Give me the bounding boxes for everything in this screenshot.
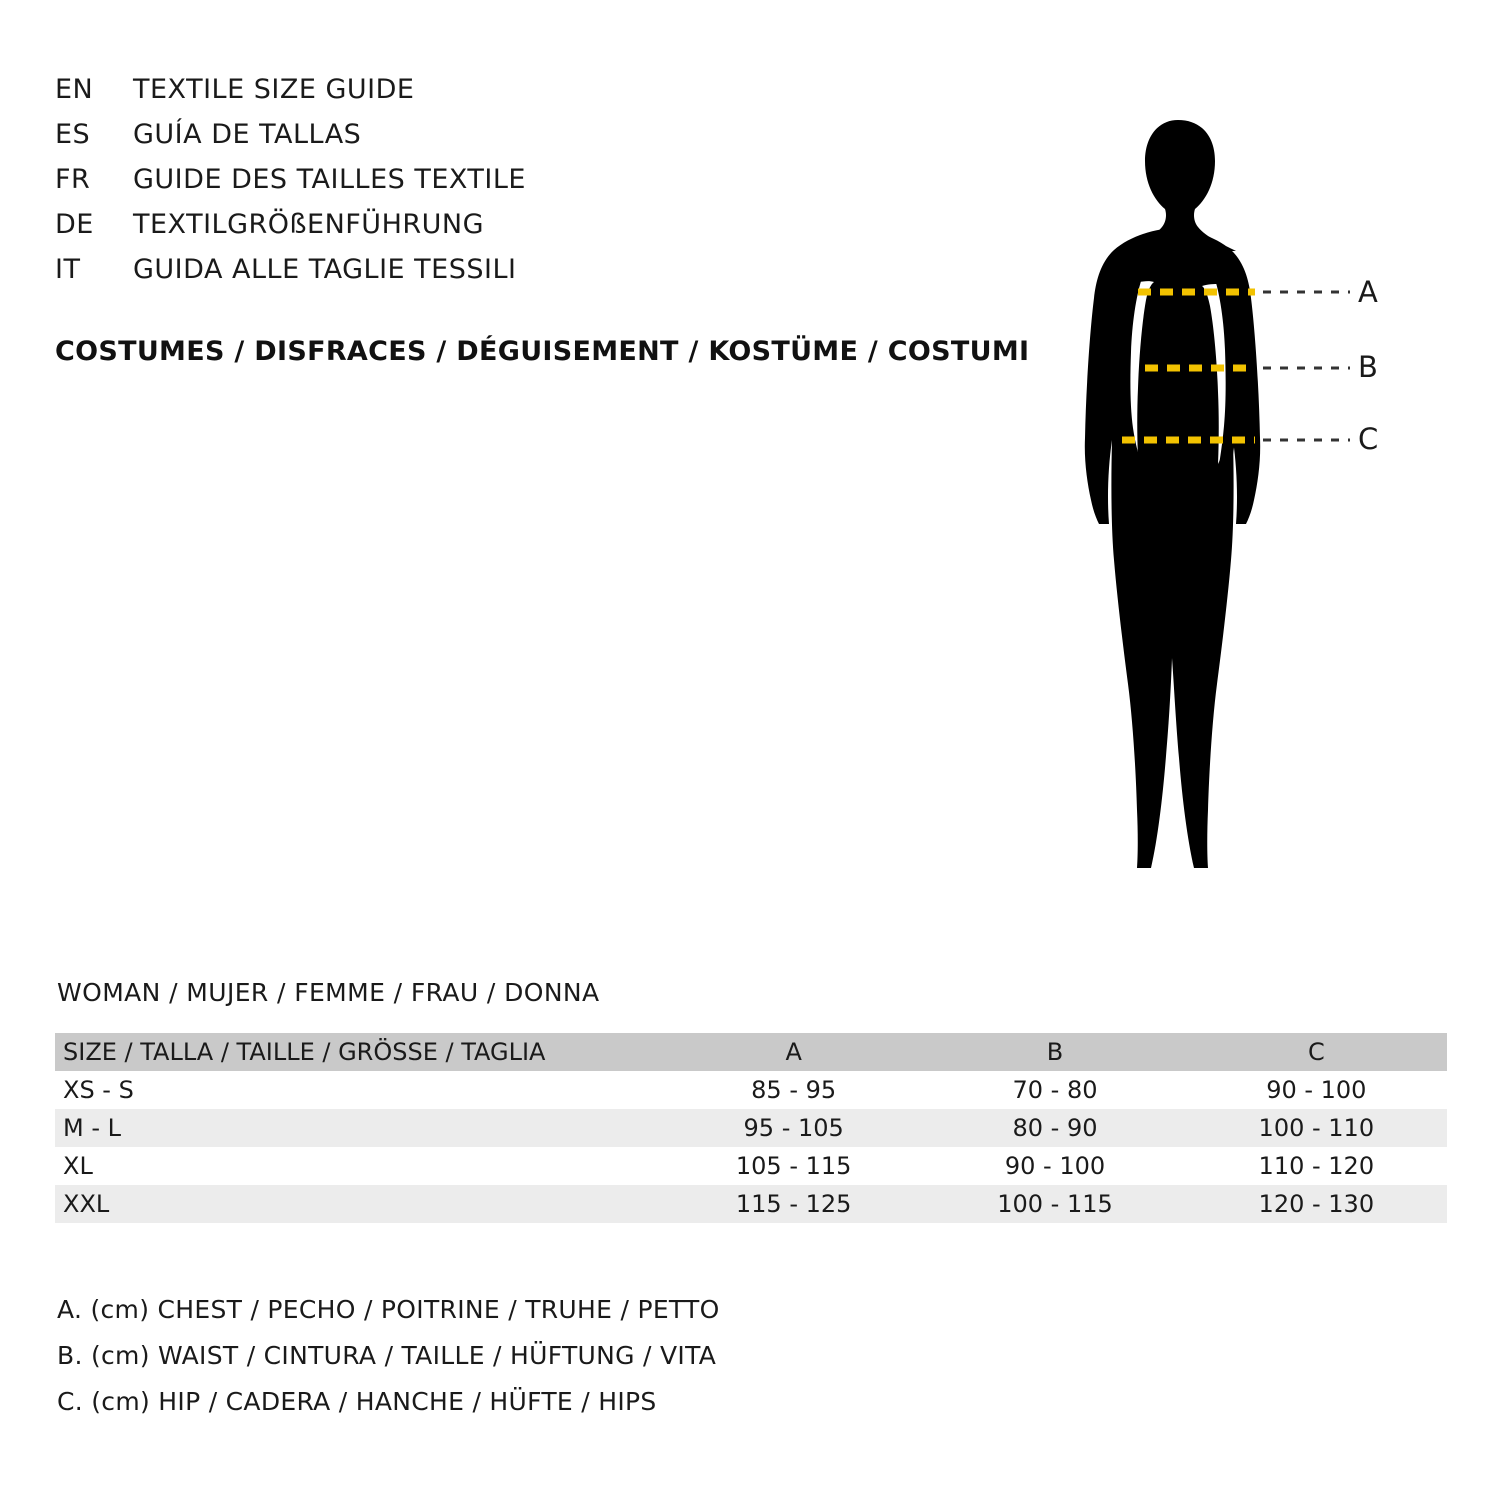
cell-a: 115 - 125	[735, 1190, 852, 1218]
cell-c: 90 - 100	[1266, 1076, 1367, 1104]
cell-size: M - L	[63, 1114, 121, 1142]
cell-c: 100 - 110	[1258, 1114, 1375, 1142]
column-header-c: C	[1307, 1038, 1325, 1066]
table-title: WOMAN / MUJER / FEMME / FRAU / DONNA	[57, 978, 600, 1007]
cell-b: 90 - 100	[1004, 1152, 1106, 1180]
language-text-it: GUIDA ALLE TAGLIE TESSILI	[133, 254, 517, 285]
column-header-a: A	[785, 1038, 802, 1066]
cell-b: 70 - 80	[1012, 1076, 1098, 1104]
cell-a: 105 - 115	[735, 1152, 852, 1180]
language-code-fr: FR	[55, 164, 91, 195]
language-code-it: IT	[55, 254, 81, 285]
language-text-fr: GUIDE DES TAILLES TEXTILE	[133, 164, 526, 195]
cell-b: 100 - 115	[997, 1190, 1113, 1218]
cell-a: 85 - 95	[751, 1076, 837, 1104]
table-row	[55, 1071, 1447, 1109]
cell-c: 110 - 120	[1258, 1152, 1375, 1180]
measure-label-b: B	[1358, 350, 1378, 384]
language-row-it	[55, 254, 526, 299]
table-row	[55, 1109, 1447, 1147]
language-code-es: ES	[55, 119, 91, 150]
table-row	[55, 1185, 1447, 1223]
legend-line-b: B. (cm) WAIST / CINTURA / TAILLE / HÜFTUNG / VITA	[57, 1341, 717, 1370]
language-text-es: GUÍA DE TALLAS	[133, 119, 362, 150]
cell-a: 95 - 105	[743, 1114, 844, 1142]
language-code-en: EN	[55, 74, 94, 105]
measurement-lines	[1050, 60, 1450, 940]
measure-label-c: C	[1358, 422, 1379, 456]
legend-line-a: A. (cm) CHEST / PECHO / POITRINE / TRUHE / PETTO	[57, 1295, 720, 1324]
language-text-en: TEXTILE SIZE GUIDE	[133, 74, 415, 105]
column-header-size: SIZE / TALLA / TAILLE / GRÖSSE / TAGLIA	[63, 1038, 546, 1066]
language-header-block	[55, 74, 526, 299]
cell-size: XL	[63, 1152, 93, 1180]
measure-label-a: A	[1358, 275, 1378, 309]
legend-block	[57, 1295, 720, 1433]
language-row-de	[55, 209, 526, 254]
cell-size: XXL	[63, 1190, 110, 1218]
figure-area	[1050, 60, 1450, 940]
column-header-b: B	[1046, 1038, 1064, 1066]
language-row-fr	[55, 164, 526, 209]
size-table	[55, 1033, 1447, 1223]
language-row-en	[55, 74, 526, 119]
language-text-de: TEXTILGRÖßENFÜHRUNG	[133, 209, 485, 240]
table-header-row	[55, 1033, 1447, 1071]
table-row	[55, 1147, 1447, 1185]
language-code-de: DE	[55, 209, 94, 240]
cell-c: 120 - 130	[1258, 1190, 1375, 1218]
legend-line-c: C. (cm) HIP / CADERA / HANCHE / HÜFTE / HIPS	[57, 1387, 657, 1416]
cell-b: 80 - 90	[1012, 1114, 1098, 1142]
cell-size: XS - S	[63, 1076, 134, 1104]
category-title: COSTUMES / DISFRACES / DÉGUISEMENT / KOSTÜME / COSTUMI	[55, 336, 1030, 367]
language-row-es	[55, 119, 526, 164]
